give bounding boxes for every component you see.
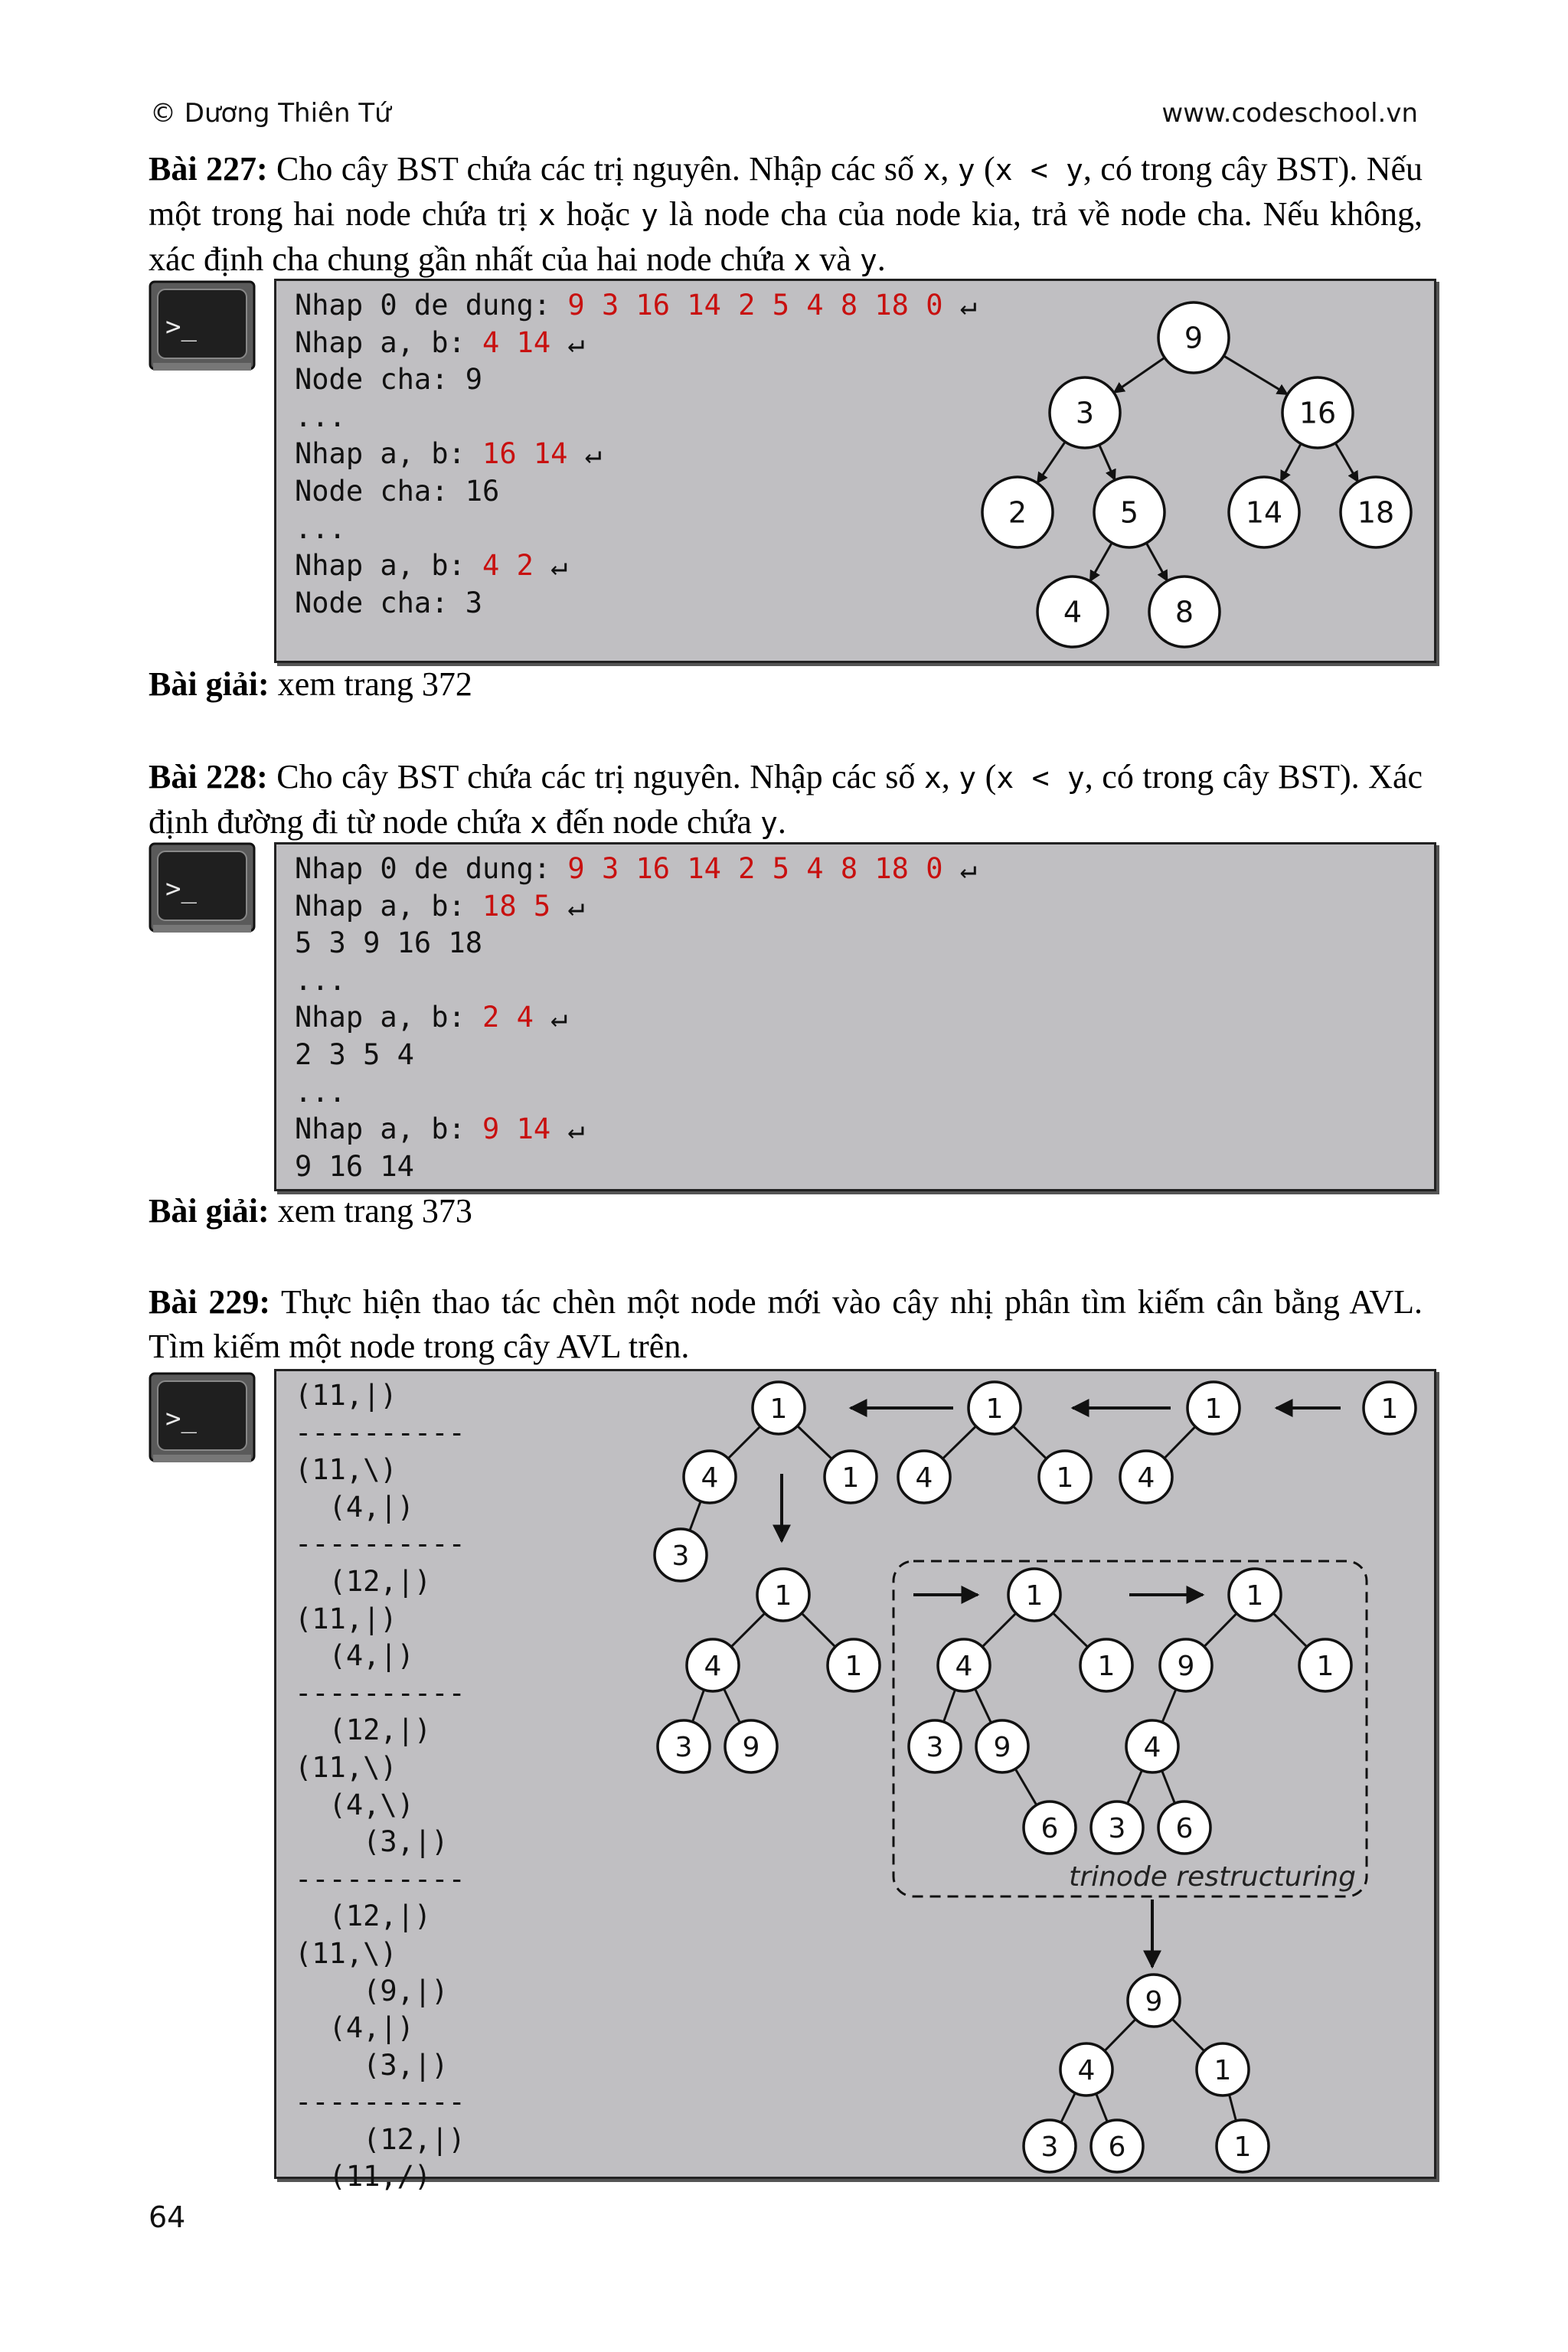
- terminal-icon: [149, 1372, 256, 1465]
- tree-node-label: 1: [769, 1393, 788, 1425]
- tree-node-label: 4: [701, 1462, 719, 1494]
- console-line: (4,|): [295, 1639, 414, 1673]
- tree-edge: [1015, 1769, 1037, 1805]
- tree-node-label: 4: [1143, 1731, 1161, 1763]
- ex229-title: Bài 229:: [149, 1283, 270, 1321]
- tree-node-label: 3: [1075, 396, 1095, 430]
- terminal-icon: [149, 842, 256, 936]
- tree-node-label: 1: [841, 1462, 860, 1494]
- ex229-avl-diagram: [276, 1371, 1439, 2181]
- tree-node-label: 1: [1204, 1393, 1223, 1425]
- ex227-console-box: [274, 279, 1436, 663]
- tree-node-label: 1: [1233, 2131, 1252, 2163]
- ex228-console: [295, 851, 977, 1185]
- tree-node-label: 1: [1214, 2054, 1232, 2086]
- ex227-solution: Bài giải: xem trang 372: [149, 665, 472, 703]
- console-line: (3,|): [295, 1825, 449, 1859]
- tree-node-label: 5: [1119, 495, 1139, 530]
- diagram-caption: trinode restructuring: [1069, 1861, 1356, 1893]
- tree-node-label: 1: [985, 1393, 1004, 1425]
- tree-node-label: 1: [1056, 1462, 1074, 1494]
- console-line: 2 3 5 4: [295, 1037, 414, 1071]
- ex227-bst-diagram: [276, 281, 1439, 665]
- ex228-solution: Bài giải: xem trang 373: [149, 1192, 472, 1230]
- tree-edge: [1128, 1770, 1142, 1804]
- tree-node-label: 3: [675, 1731, 693, 1763]
- tree-node-label: 4: [1063, 595, 1083, 629]
- console-line: (11,|): [295, 1379, 397, 1412]
- tree-node-label: 1: [1025, 1579, 1044, 1612]
- tree-node-label: 6: [1108, 2131, 1126, 2163]
- tree-node-label: 9: [1184, 321, 1204, 355]
- console-line: ----------: [295, 1527, 466, 1561]
- ex227-statement: Bài 227: Cho cây BST chứa các trị nguyên. Nhập các số x, y (x < y, có trong cây BST). Nếu một trong hai node chứa trị x hoặc y là node cha của node kia, trả về node cha. Nếu không, xác định cha chung gần nhất của hai node chứa x và y.: [149, 150, 1423, 278]
- tree-edge: [1105, 2019, 1135, 2050]
- tree-edge: [1114, 358, 1165, 393]
- tree-node-label: 1: [1316, 1650, 1334, 1682]
- console-line: Nhap a, b: 4 2 ↵: [295, 549, 568, 583]
- console-line: (11,\): [295, 1750, 397, 1784]
- console-line: (11,\): [295, 1453, 397, 1487]
- tree-edge: [728, 1426, 760, 1459]
- console-line: Node cha: 16: [295, 474, 500, 508]
- tree-node-label: 3: [1108, 1812, 1126, 1844]
- tree-node-label: 3: [671, 1540, 690, 1572]
- console-line: ----------: [295, 1416, 466, 1449]
- console-line: ----------: [295, 1676, 466, 1710]
- svg-text:>_: >_: [165, 1403, 197, 1434]
- tree-node-label: 8: [1174, 595, 1194, 629]
- console-line: Nhap 0 de dung: 9 3 16 14 2 5 4 8 18 0 ↵: [295, 289, 978, 322]
- console-line: ...: [295, 1075, 346, 1109]
- console-line: (11,|): [295, 1602, 397, 1635]
- console-line: (9,|): [295, 1974, 449, 2007]
- console-line: (4,|): [295, 1490, 414, 1524]
- ex229-statement: Bài 229: Thực hiện thao tác chèn một node mới vào cây nhị phân tìm kiếm cân bằng AVL. Tìm kiếm một node trong cây AVL trên.: [149, 1283, 1423, 1365]
- tree-edge: [1053, 1613, 1087, 1647]
- tree-edge: [1013, 1426, 1046, 1459]
- tree-node-label: 9: [993, 1731, 1011, 1763]
- tree-edge: [1223, 356, 1287, 394]
- tree-node-label: 1: [1246, 1579, 1264, 1612]
- console-line: (4,|): [295, 2011, 414, 2045]
- tree-node-label: 9: [742, 1731, 760, 1763]
- tree-node-label: 4: [704, 1650, 722, 1682]
- ex228-title: Bài 228:: [149, 758, 268, 795]
- console-line: Nhap a, b: 18 5 ↵: [295, 889, 585, 923]
- tree-node-label: 14: [1245, 495, 1283, 530]
- tree-edge: [982, 1613, 1016, 1647]
- tree-node-label: 4: [955, 1650, 973, 1682]
- tree-node-label: 9: [1145, 1985, 1163, 2017]
- ex228-statement: Bài 228: Cho cây BST chứa các trị nguyên. Nhập các số x, y (x < y, có trong cây BST). Xác định đường đi từ node chứa x đến node chứa y.: [149, 758, 1423, 841]
- tree-node-label: 1: [1097, 1650, 1116, 1682]
- tree-edge: [731, 1613, 765, 1647]
- console-line: Node cha: 9: [295, 363, 483, 397]
- tree-edge: [975, 1689, 991, 1723]
- ex227-title: Bài 227:: [149, 150, 268, 188]
- page-number: 64: [149, 2200, 186, 2234]
- author-header: © Dương Thiên Tứ: [150, 98, 391, 129]
- console-line: Nhap a, b: 9 14 ↵: [295, 1112, 585, 1146]
- tree-edge: [692, 1690, 704, 1722]
- tree-edge: [1037, 442, 1065, 483]
- tree-node-label: 1: [844, 1650, 863, 1682]
- console-line: (12,|): [295, 1900, 432, 1933]
- console-line: 5 3 9 16 18: [295, 926, 483, 960]
- tree-edge: [798, 1426, 832, 1459]
- tree-edge: [1165, 1426, 1195, 1458]
- tree-edge: [1096, 2094, 1108, 2122]
- console-line: (12,|): [295, 1564, 432, 1598]
- tree-edge: [1273, 1613, 1307, 1647]
- tree-node-label: 3: [1040, 2131, 1059, 2163]
- console-line: ----------: [295, 1862, 466, 1896]
- console-line: ...: [295, 963, 346, 997]
- console-line: (3,|): [295, 2048, 449, 2082]
- tree-node-label: 9: [1177, 1650, 1195, 1682]
- tree-edge: [1230, 2095, 1236, 2121]
- tree-edge: [943, 1690, 955, 1722]
- console-line: Node cha: 3: [295, 586, 483, 619]
- tree-edge: [1146, 543, 1167, 581]
- tree-edge: [1162, 1771, 1175, 1804]
- tree-edge: [1099, 445, 1116, 480]
- console-line: Nhap a, b: 16 14 ↵: [295, 437, 602, 471]
- tree-node-label: 4: [1137, 1462, 1155, 1494]
- console-line: (11,/): [295, 2160, 432, 2194]
- tree-node-label: 6: [1175, 1812, 1194, 1844]
- terminal-icon: [149, 280, 256, 374]
- tree-node-label: 6: [1040, 1812, 1059, 1844]
- console-line: (12,|): [295, 2122, 466, 2156]
- tree-edge: [724, 1689, 740, 1723]
- tree-edge: [1281, 444, 1301, 482]
- tree-node-label: 2: [1008, 495, 1027, 530]
- tree-node-label: 16: [1298, 396, 1337, 430]
- console-line: Nhap a, b: 4 14 ↵: [295, 325, 585, 359]
- tree-edge: [1162, 1689, 1176, 1722]
- tree-edge: [690, 1501, 701, 1530]
- console-line: ...: [295, 400, 346, 433]
- tree-edge: [942, 1426, 975, 1459]
- tree-node-label: 1: [774, 1579, 792, 1612]
- site-header: www.codeschool.vn: [1161, 98, 1418, 129]
- svg-text:>_: >_: [165, 874, 197, 904]
- console-line: ----------: [295, 2086, 466, 2119]
- tree-node-label: 1: [1380, 1393, 1399, 1425]
- tree-node-label: 4: [1077, 2054, 1096, 2086]
- tree-edge: [802, 1613, 835, 1647]
- tree-node-label: 4: [915, 1462, 933, 1494]
- tree-edge: [1090, 543, 1112, 581]
- svg-text:>_: >_: [165, 312, 197, 342]
- console-line: Nhap 0 de dung: 9 3 16 14 2 5 4 8 18 0 ↵: [295, 852, 978, 885]
- tree-edge: [1061, 2093, 1076, 2123]
- console-line: Nhap a, b: 2 4 ↵: [295, 1001, 568, 1034]
- ex228-console-box: [274, 842, 1436, 1191]
- console-line: 9 16 14: [295, 1149, 414, 1183]
- tree-node-label: 18: [1357, 495, 1395, 530]
- console-line: (12,|): [295, 1713, 432, 1747]
- console-line: (11,\): [295, 1936, 397, 1970]
- tree-edge: [1204, 1613, 1236, 1646]
- tree-edge: [1335, 443, 1358, 482]
- console-line: (4,\): [295, 1788, 414, 1821]
- ex229-console-box: [274, 1369, 1436, 2194]
- console-line: ...: [295, 511, 346, 545]
- tree-edge: [1172, 2019, 1204, 2051]
- tree-node-label: 3: [926, 1731, 944, 1763]
